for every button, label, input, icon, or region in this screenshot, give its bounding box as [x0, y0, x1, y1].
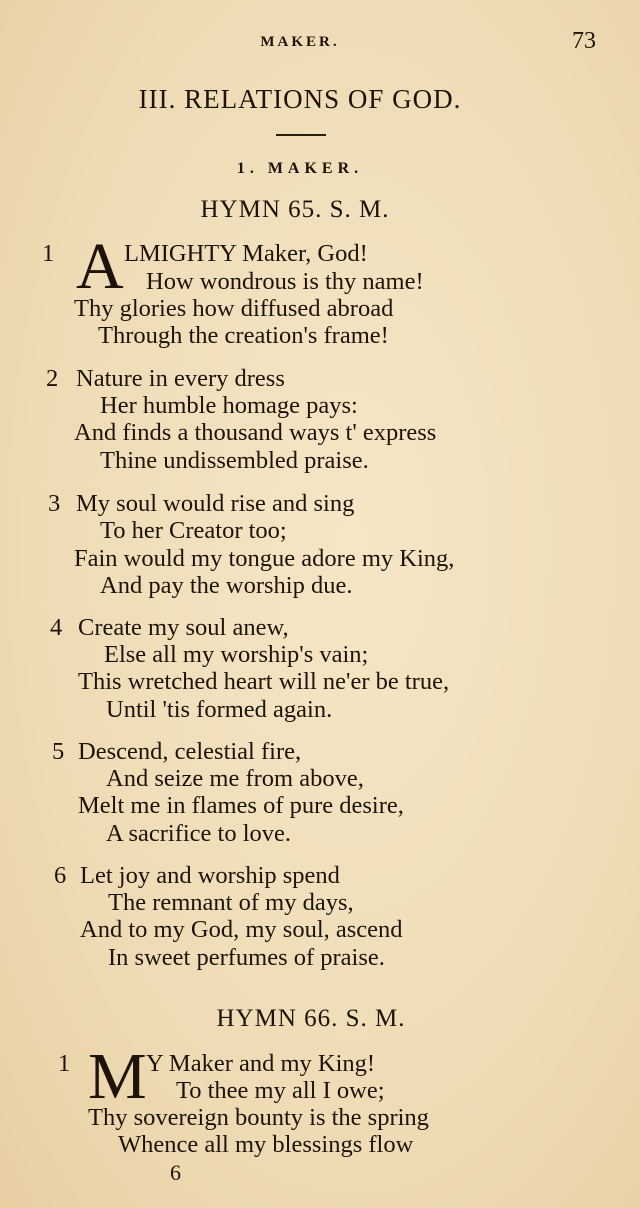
verse-line: And seize me from above,: [106, 765, 364, 792]
verse-line: Her humble homage pays:: [100, 392, 358, 419]
verse-line: And finds a thousand ways t' express: [74, 419, 437, 446]
verse-line: Nature in every dress: [76, 365, 285, 392]
verse-line: Else all my worship's vain;: [104, 641, 369, 668]
hymn-66-title: HYMN 66. S. M.: [216, 1005, 406, 1032]
verse-line: Thy glories how diffused abroad: [74, 295, 394, 322]
stanza-number: 4: [50, 614, 63, 641]
verse-line: And to my God, my soul, ascend: [80, 916, 403, 943]
verse-line: The remnant of my days,: [108, 889, 354, 916]
hymn-65-title: HYMN 65. S. M.: [200, 196, 390, 223]
stanza-number: 2: [46, 365, 59, 392]
verse-line: Fain would my tongue adore my King,: [74, 545, 455, 572]
stanza-number: 6: [54, 862, 67, 889]
stanza-number: 3: [48, 490, 61, 517]
section-title: III. RELATIONS OF GOD.: [138, 84, 462, 114]
verse-line: Descend, celestial fire,: [78, 738, 302, 765]
verse-line: Let joy and worship spend: [80, 862, 340, 889]
page-number: 73: [572, 28, 596, 54]
verse-line: Through the creation's frame!: [98, 322, 389, 349]
verse-line: In sweet perfumes of praise.: [108, 944, 385, 971]
verse-line: My soul would rise and sing: [76, 490, 355, 517]
verse-line: To her Creator too;: [100, 517, 287, 544]
drop-cap: M: [88, 1040, 147, 1113]
verse-line: Create my soul anew,: [78, 614, 289, 641]
running-header: MAKER.: [260, 34, 340, 50]
verse-line: This wretched heart will ne'er be true,: [78, 668, 450, 695]
verse-line: How wondrous is thy name!: [146, 268, 424, 295]
verse-line: Thy sovereign bounty is the spring: [88, 1104, 429, 1131]
signature-mark: 6: [170, 1160, 181, 1185]
verse-line: A sacrifice to love.: [106, 820, 292, 847]
title-rule: [276, 134, 326, 136]
verse-line: Whence all my blessings flow: [118, 1131, 414, 1158]
stanza-number: 1: [42, 240, 55, 267]
drop-cap: A: [76, 230, 124, 303]
verse-line: And pay the worship due.: [100, 572, 353, 599]
verse-line: Melt me in flames of pure desire,: [78, 792, 404, 819]
stanza-number: 5: [52, 738, 65, 765]
verse-line: Y Maker and my King!: [146, 1050, 376, 1077]
subsection-title: 1. MAKER.: [236, 160, 364, 177]
stanza-number: 1: [58, 1050, 71, 1077]
verse-line: Thine undissembled praise.: [100, 447, 369, 474]
verse-line: LMIGHTY Maker, God!: [124, 240, 368, 267]
verse-line: To thee my all I owe;: [176, 1077, 385, 1104]
verse-line: Until 'tis formed again.: [106, 696, 333, 723]
